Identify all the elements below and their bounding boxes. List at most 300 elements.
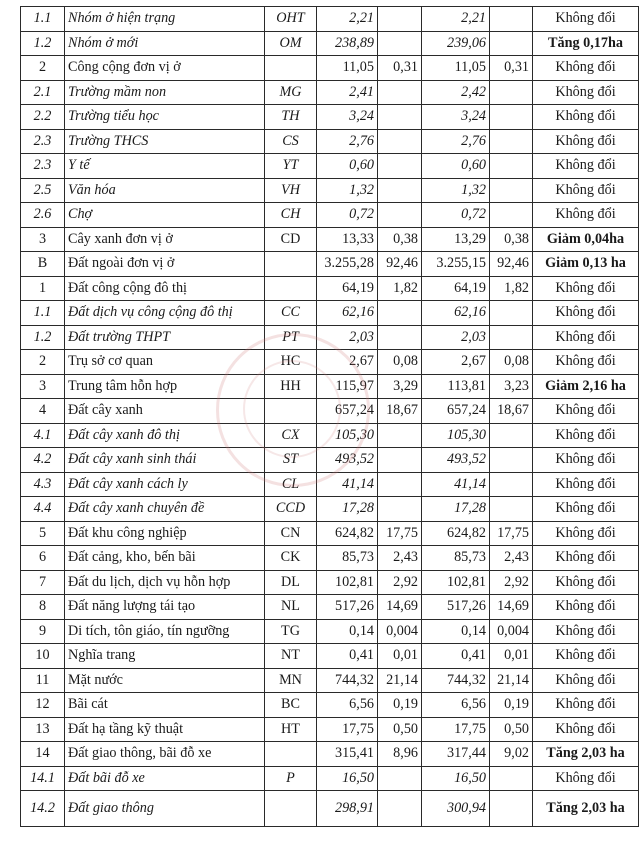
name-cell: Đất giao thông, bãi đỗ xe xyxy=(65,742,265,767)
table-row xyxy=(21,668,639,693)
area-after-cell: 300,94 xyxy=(422,791,490,827)
area-before-cell: 0,41 xyxy=(317,644,378,669)
area-before-cell: 744,32 xyxy=(317,668,378,693)
name-cell: Đất bãi đỗ xe xyxy=(65,766,265,791)
percent-after-cell xyxy=(490,105,533,130)
area-before-cell: 0,72 xyxy=(317,203,378,228)
percent-before-cell xyxy=(378,472,422,497)
name-cell: Nhóm ở mới xyxy=(65,31,265,56)
note-cell: Không đổi xyxy=(533,301,639,326)
percent-before-cell: 14,69 xyxy=(378,595,422,620)
percent-before-cell: 1,82 xyxy=(378,276,422,301)
stt-cell: 6 xyxy=(21,546,65,571)
note-cell: Không đổi xyxy=(533,570,639,595)
stt-cell: 2 xyxy=(21,56,65,81)
percent-before-cell: 17,75 xyxy=(378,521,422,546)
name-cell: Đất khu công nghiệp xyxy=(65,521,265,546)
area-after-cell: 744,32 xyxy=(422,668,490,693)
area-before-cell: 2,21 xyxy=(317,7,378,32)
name-cell: Trụ sở cơ quan xyxy=(65,350,265,375)
stt-cell: 13 xyxy=(21,717,65,742)
note-cell: Không đổi xyxy=(533,619,639,644)
area-after-cell: 6,56 xyxy=(422,693,490,718)
name-cell: Di tích, tôn giáo, tín ngưỡng xyxy=(65,619,265,644)
percent-before-cell xyxy=(378,497,422,522)
area-after-cell: 17,28 xyxy=(422,497,490,522)
table-row xyxy=(21,350,639,375)
percent-after-cell: 0,50 xyxy=(490,717,533,742)
percent-after-cell xyxy=(490,791,533,827)
area-before-cell: 0,60 xyxy=(317,154,378,179)
area-after-cell: 64,19 xyxy=(422,276,490,301)
table-row xyxy=(21,56,639,81)
percent-before-cell: 0,38 xyxy=(378,227,422,252)
stt-cell: 4.1 xyxy=(21,423,65,448)
code-cell: CS xyxy=(265,129,317,154)
area-before-cell: 493,52 xyxy=(317,448,378,473)
area-before-cell: 0,14 xyxy=(317,619,378,644)
table-row xyxy=(21,717,639,742)
area-after-cell: 3.255,15 xyxy=(422,252,490,277)
percent-after-cell: 3,23 xyxy=(490,374,533,399)
percent-before-cell xyxy=(378,178,422,203)
stt-cell: 1.2 xyxy=(21,325,65,350)
percent-after-cell: 2,43 xyxy=(490,546,533,571)
table-row xyxy=(21,276,639,301)
code-cell xyxy=(265,742,317,767)
stt-cell: 1.1 xyxy=(21,7,65,32)
area-before-cell: 1,32 xyxy=(317,178,378,203)
area-after-cell: 624,82 xyxy=(422,521,490,546)
area-after-cell: 2,67 xyxy=(422,350,490,375)
code-cell: CC xyxy=(265,301,317,326)
code-cell xyxy=(265,56,317,81)
area-before-cell: 62,16 xyxy=(317,301,378,326)
percent-after-cell: 14,69 xyxy=(490,595,533,620)
area-before-cell: 16,50 xyxy=(317,766,378,791)
percent-after-cell: 0,31 xyxy=(490,56,533,81)
stt-cell: 5 xyxy=(21,521,65,546)
stt-cell: 2.5 xyxy=(21,178,65,203)
area-after-cell: 102,81 xyxy=(422,570,490,595)
percent-after-cell: 0,19 xyxy=(490,693,533,718)
percent-after-cell: 21,14 xyxy=(490,668,533,693)
percent-after-cell xyxy=(490,80,533,105)
percent-before-cell: 3,29 xyxy=(378,374,422,399)
code-cell: NT xyxy=(265,644,317,669)
name-cell: Trung tâm hỗn hợp xyxy=(65,374,265,399)
percent-after-cell xyxy=(490,766,533,791)
area-before-cell: 238,89 xyxy=(317,31,378,56)
name-cell: Chợ xyxy=(65,203,265,228)
code-cell: NL xyxy=(265,595,317,620)
table-row xyxy=(21,693,639,718)
area-before-cell: 64,19 xyxy=(317,276,378,301)
code-cell: VH xyxy=(265,178,317,203)
name-cell: Mặt nước xyxy=(65,668,265,693)
area-after-cell: 239,06 xyxy=(422,31,490,56)
note-cell: Không đổi xyxy=(533,178,639,203)
percent-before-cell: 18,67 xyxy=(378,399,422,424)
name-cell: Đất giao thông xyxy=(65,791,265,827)
stt-cell: 9 xyxy=(21,619,65,644)
percent-before-cell: 8,96 xyxy=(378,742,422,767)
area-after-cell: 13,29 xyxy=(422,227,490,252)
stt-cell: 2.2 xyxy=(21,105,65,130)
note-cell: Không đổi xyxy=(533,644,639,669)
table-row xyxy=(21,423,639,448)
note-cell: Không đổi xyxy=(533,472,639,497)
area-before-cell: 624,82 xyxy=(317,521,378,546)
stt-cell: 4.4 xyxy=(21,497,65,522)
percent-before-cell xyxy=(378,448,422,473)
percent-before-cell xyxy=(378,766,422,791)
name-cell: Trường mầm non xyxy=(65,80,265,105)
name-cell: Đất du lịch, dịch vụ hỗn hợp xyxy=(65,570,265,595)
code-cell: HT xyxy=(265,717,317,742)
percent-after-cell: 0,08 xyxy=(490,350,533,375)
area-before-cell: 17,75 xyxy=(317,717,378,742)
area-before-cell: 102,81 xyxy=(317,570,378,595)
percent-after-cell xyxy=(490,203,533,228)
name-cell: Nghĩa trang xyxy=(65,644,265,669)
area-before-cell: 6,56 xyxy=(317,693,378,718)
area-after-cell: 1,32 xyxy=(422,178,490,203)
code-cell: DL xyxy=(265,570,317,595)
note-cell: Giảm 0,13 ha xyxy=(533,252,639,277)
area-before-cell: 85,73 xyxy=(317,546,378,571)
area-after-cell: 85,73 xyxy=(422,546,490,571)
area-before-cell: 13,33 xyxy=(317,227,378,252)
table-row xyxy=(21,742,639,767)
percent-before-cell: 0,31 xyxy=(378,56,422,81)
name-cell: Nhóm ở hiện trạng xyxy=(65,7,265,32)
stt-cell: 2 xyxy=(21,350,65,375)
table-row xyxy=(21,766,639,791)
stt-cell: 11 xyxy=(21,668,65,693)
percent-after-cell xyxy=(490,129,533,154)
note-cell: Không đổi xyxy=(533,203,639,228)
stt-cell: 4.2 xyxy=(21,448,65,473)
area-before-cell: 105,30 xyxy=(317,423,378,448)
area-before-cell: 298,91 xyxy=(317,791,378,827)
name-cell: Đất cảng, kho, bến bãi xyxy=(65,546,265,571)
note-cell: Không đổi xyxy=(533,129,639,154)
stt-cell: 2.1 xyxy=(21,80,65,105)
note-cell: Tăng 2,03 ha xyxy=(533,791,639,827)
percent-after-cell xyxy=(490,301,533,326)
percent-before-cell: 0,50 xyxy=(378,717,422,742)
note-cell: Không đổi xyxy=(533,448,639,473)
note-cell: Tăng 2,03 ha xyxy=(533,742,639,767)
area-after-cell: 11,05 xyxy=(422,56,490,81)
area-before-cell: 11,05 xyxy=(317,56,378,81)
table-row xyxy=(21,31,639,56)
area-after-cell: 113,81 xyxy=(422,374,490,399)
name-cell: Đất công cộng đô thị xyxy=(65,276,265,301)
name-cell: Đất năng lượng tái tạo xyxy=(65,595,265,620)
percent-after-cell xyxy=(490,423,533,448)
percent-after-cell xyxy=(490,7,533,32)
note-cell: Không đổi xyxy=(533,668,639,693)
code-cell: MN xyxy=(265,668,317,693)
table-row xyxy=(21,521,639,546)
percent-after-cell: 17,75 xyxy=(490,521,533,546)
stt-cell: 1.2 xyxy=(21,31,65,56)
area-after-cell: 105,30 xyxy=(422,423,490,448)
percent-before-cell: 92,46 xyxy=(378,252,422,277)
percent-before-cell xyxy=(378,423,422,448)
stt-cell: 1 xyxy=(21,276,65,301)
percent-after-cell: 0,38 xyxy=(490,227,533,252)
table-row xyxy=(21,105,639,130)
area-before-cell: 41,14 xyxy=(317,472,378,497)
name-cell: Đất hạ tầng kỹ thuật xyxy=(65,717,265,742)
land-use-table xyxy=(20,6,639,827)
note-cell: Không đổi xyxy=(533,693,639,718)
percent-before-cell xyxy=(378,31,422,56)
name-cell: Đất trường THPT xyxy=(65,325,265,350)
table-row xyxy=(21,791,639,827)
note-cell: Giảm 2,16 ha xyxy=(533,374,639,399)
percent-before-cell: 2,43 xyxy=(378,546,422,571)
area-after-cell: 317,44 xyxy=(422,742,490,767)
name-cell: Y tế xyxy=(65,154,265,179)
percent-after-cell xyxy=(490,31,533,56)
percent-after-cell xyxy=(490,154,533,179)
area-after-cell: 0,41 xyxy=(422,644,490,669)
area-after-cell: 517,26 xyxy=(422,595,490,620)
code-cell: TG xyxy=(265,619,317,644)
area-after-cell: 62,16 xyxy=(422,301,490,326)
area-after-cell: 41,14 xyxy=(422,472,490,497)
code-cell: CCD xyxy=(265,497,317,522)
area-before-cell: 115,97 xyxy=(317,374,378,399)
area-before-cell: 2,76 xyxy=(317,129,378,154)
name-cell: Cây xanh đơn vị ở xyxy=(65,227,265,252)
note-cell: Không đổi xyxy=(533,399,639,424)
code-cell: ST xyxy=(265,448,317,473)
code-cell xyxy=(265,252,317,277)
code-cell: MG xyxy=(265,80,317,105)
table-row xyxy=(21,497,639,522)
percent-before-cell: 21,14 xyxy=(378,668,422,693)
land-use-document xyxy=(20,6,638,827)
table-row xyxy=(21,227,639,252)
table-row xyxy=(21,178,639,203)
percent-after-cell: 1,82 xyxy=(490,276,533,301)
table-row xyxy=(21,619,639,644)
note-cell: Không đổi xyxy=(533,350,639,375)
code-cell xyxy=(265,276,317,301)
percent-after-cell: 2,92 xyxy=(490,570,533,595)
stt-cell: 3 xyxy=(21,374,65,399)
area-before-cell: 657,24 xyxy=(317,399,378,424)
name-cell: Đất dịch vụ công cộng đô thị xyxy=(65,301,265,326)
percent-before-cell: 0,004 xyxy=(378,619,422,644)
stt-cell: 2.3 xyxy=(21,154,65,179)
percent-after-cell: 18,67 xyxy=(490,399,533,424)
name-cell: Công cộng đơn vị ở xyxy=(65,56,265,81)
code-cell: HC xyxy=(265,350,317,375)
name-cell: Đất ngoài đơn vị ở xyxy=(65,252,265,277)
area-after-cell: 16,50 xyxy=(422,766,490,791)
percent-before-cell: 0,08 xyxy=(378,350,422,375)
table-row xyxy=(21,595,639,620)
area-after-cell: 3,24 xyxy=(422,105,490,130)
note-cell: Không đổi xyxy=(533,154,639,179)
table-body xyxy=(21,7,639,827)
table-row xyxy=(21,301,639,326)
note-cell: Không đổi xyxy=(533,595,639,620)
stt-cell: 4.3 xyxy=(21,472,65,497)
note-cell: Giảm 0,04ha xyxy=(533,227,639,252)
stt-cell: 12 xyxy=(21,693,65,718)
table-row xyxy=(21,448,639,473)
name-cell: Trường THCS xyxy=(65,129,265,154)
code-cell: P xyxy=(265,766,317,791)
code-cell: CL xyxy=(265,472,317,497)
percent-before-cell xyxy=(378,154,422,179)
area-before-cell: 2,41 xyxy=(317,80,378,105)
area-before-cell: 3,24 xyxy=(317,105,378,130)
table-row xyxy=(21,644,639,669)
table-row xyxy=(21,546,639,571)
percent-before-cell xyxy=(378,325,422,350)
code-cell xyxy=(265,791,317,827)
stt-cell: 10 xyxy=(21,644,65,669)
area-after-cell: 0,60 xyxy=(422,154,490,179)
percent-after-cell xyxy=(490,497,533,522)
stt-cell: B xyxy=(21,252,65,277)
area-after-cell: 2,42 xyxy=(422,80,490,105)
table-row xyxy=(21,252,639,277)
code-cell: YT xyxy=(265,154,317,179)
code-cell: HH xyxy=(265,374,317,399)
area-before-cell: 2,67 xyxy=(317,350,378,375)
note-cell: Không đổi xyxy=(533,325,639,350)
code-cell: CD xyxy=(265,227,317,252)
percent-before-cell xyxy=(378,105,422,130)
stt-cell: 14 xyxy=(21,742,65,767)
name-cell: Đất cây xanh xyxy=(65,399,265,424)
note-cell: Không đổi xyxy=(533,56,639,81)
area-before-cell: 17,28 xyxy=(317,497,378,522)
area-after-cell: 0,14 xyxy=(422,619,490,644)
percent-after-cell xyxy=(490,472,533,497)
code-cell: TH xyxy=(265,105,317,130)
name-cell: Bãi cát xyxy=(65,693,265,718)
table-row xyxy=(21,570,639,595)
code-cell: OHT xyxy=(265,7,317,32)
table-row xyxy=(21,472,639,497)
stt-cell: 2.6 xyxy=(21,203,65,228)
percent-before-cell xyxy=(378,80,422,105)
percent-before-cell: 0,01 xyxy=(378,644,422,669)
code-cell: CK xyxy=(265,546,317,571)
area-after-cell: 0,72 xyxy=(422,203,490,228)
code-cell: CN xyxy=(265,521,317,546)
percent-after-cell xyxy=(490,448,533,473)
note-cell: Không đổi xyxy=(533,80,639,105)
percent-after-cell: 0,01 xyxy=(490,644,533,669)
code-cell: PT xyxy=(265,325,317,350)
code-cell: CX xyxy=(265,423,317,448)
table-row xyxy=(21,129,639,154)
percent-after-cell: 9,02 xyxy=(490,742,533,767)
percent-before-cell xyxy=(378,129,422,154)
stt-cell: 4 xyxy=(21,399,65,424)
percent-after-cell xyxy=(490,178,533,203)
percent-before-cell xyxy=(378,203,422,228)
name-cell: Văn hóa xyxy=(65,178,265,203)
table-row xyxy=(21,154,639,179)
area-before-cell: 3.255,28 xyxy=(317,252,378,277)
name-cell: Đất cây xanh đô thị xyxy=(65,423,265,448)
code-cell xyxy=(265,399,317,424)
note-cell: Tăng 0,17ha xyxy=(533,31,639,56)
name-cell: Đất cây xanh cách ly xyxy=(65,472,265,497)
area-after-cell: 2,21 xyxy=(422,7,490,32)
note-cell: Không đổi xyxy=(533,276,639,301)
name-cell: Trường tiểu học xyxy=(65,105,265,130)
note-cell: Không đổi xyxy=(533,7,639,32)
stt-cell: 7 xyxy=(21,570,65,595)
stt-cell: 14.2 xyxy=(21,791,65,827)
table-row xyxy=(21,80,639,105)
area-after-cell: 2,76 xyxy=(422,129,490,154)
code-cell: BC xyxy=(265,693,317,718)
stt-cell: 3 xyxy=(21,227,65,252)
area-after-cell: 493,52 xyxy=(422,448,490,473)
percent-after-cell: 0,004 xyxy=(490,619,533,644)
code-cell: CH xyxy=(265,203,317,228)
stt-cell: 14.1 xyxy=(21,766,65,791)
note-cell: Không đổi xyxy=(533,766,639,791)
area-before-cell: 2,03 xyxy=(317,325,378,350)
stt-cell: 2.3 xyxy=(21,129,65,154)
stt-cell: 1.1 xyxy=(21,301,65,326)
table-row xyxy=(21,325,639,350)
area-after-cell: 2,03 xyxy=(422,325,490,350)
area-after-cell: 17,75 xyxy=(422,717,490,742)
percent-before-cell: 0,19 xyxy=(378,693,422,718)
note-cell: Không đổi xyxy=(533,105,639,130)
area-before-cell: 315,41 xyxy=(317,742,378,767)
percent-before-cell: 2,92 xyxy=(378,570,422,595)
area-after-cell: 657,24 xyxy=(422,399,490,424)
note-cell: Không đổi xyxy=(533,546,639,571)
percent-after-cell xyxy=(490,325,533,350)
table-row xyxy=(21,399,639,424)
note-cell: Không đổi xyxy=(533,521,639,546)
stt-cell: 8 xyxy=(21,595,65,620)
percent-before-cell xyxy=(378,7,422,32)
area-before-cell: 517,26 xyxy=(317,595,378,620)
name-cell: Đất cây xanh chuyên đề xyxy=(65,497,265,522)
table-row xyxy=(21,7,639,32)
note-cell: Không đổi xyxy=(533,497,639,522)
table-row xyxy=(21,374,639,399)
code-cell: OM xyxy=(265,31,317,56)
note-cell: Không đổi xyxy=(533,717,639,742)
percent-after-cell: 92,46 xyxy=(490,252,533,277)
note-cell: Không đổi xyxy=(533,423,639,448)
percent-before-cell xyxy=(378,301,422,326)
table-row xyxy=(21,203,639,228)
name-cell: Đất cây xanh sinh thái xyxy=(65,448,265,473)
percent-before-cell xyxy=(378,791,422,827)
